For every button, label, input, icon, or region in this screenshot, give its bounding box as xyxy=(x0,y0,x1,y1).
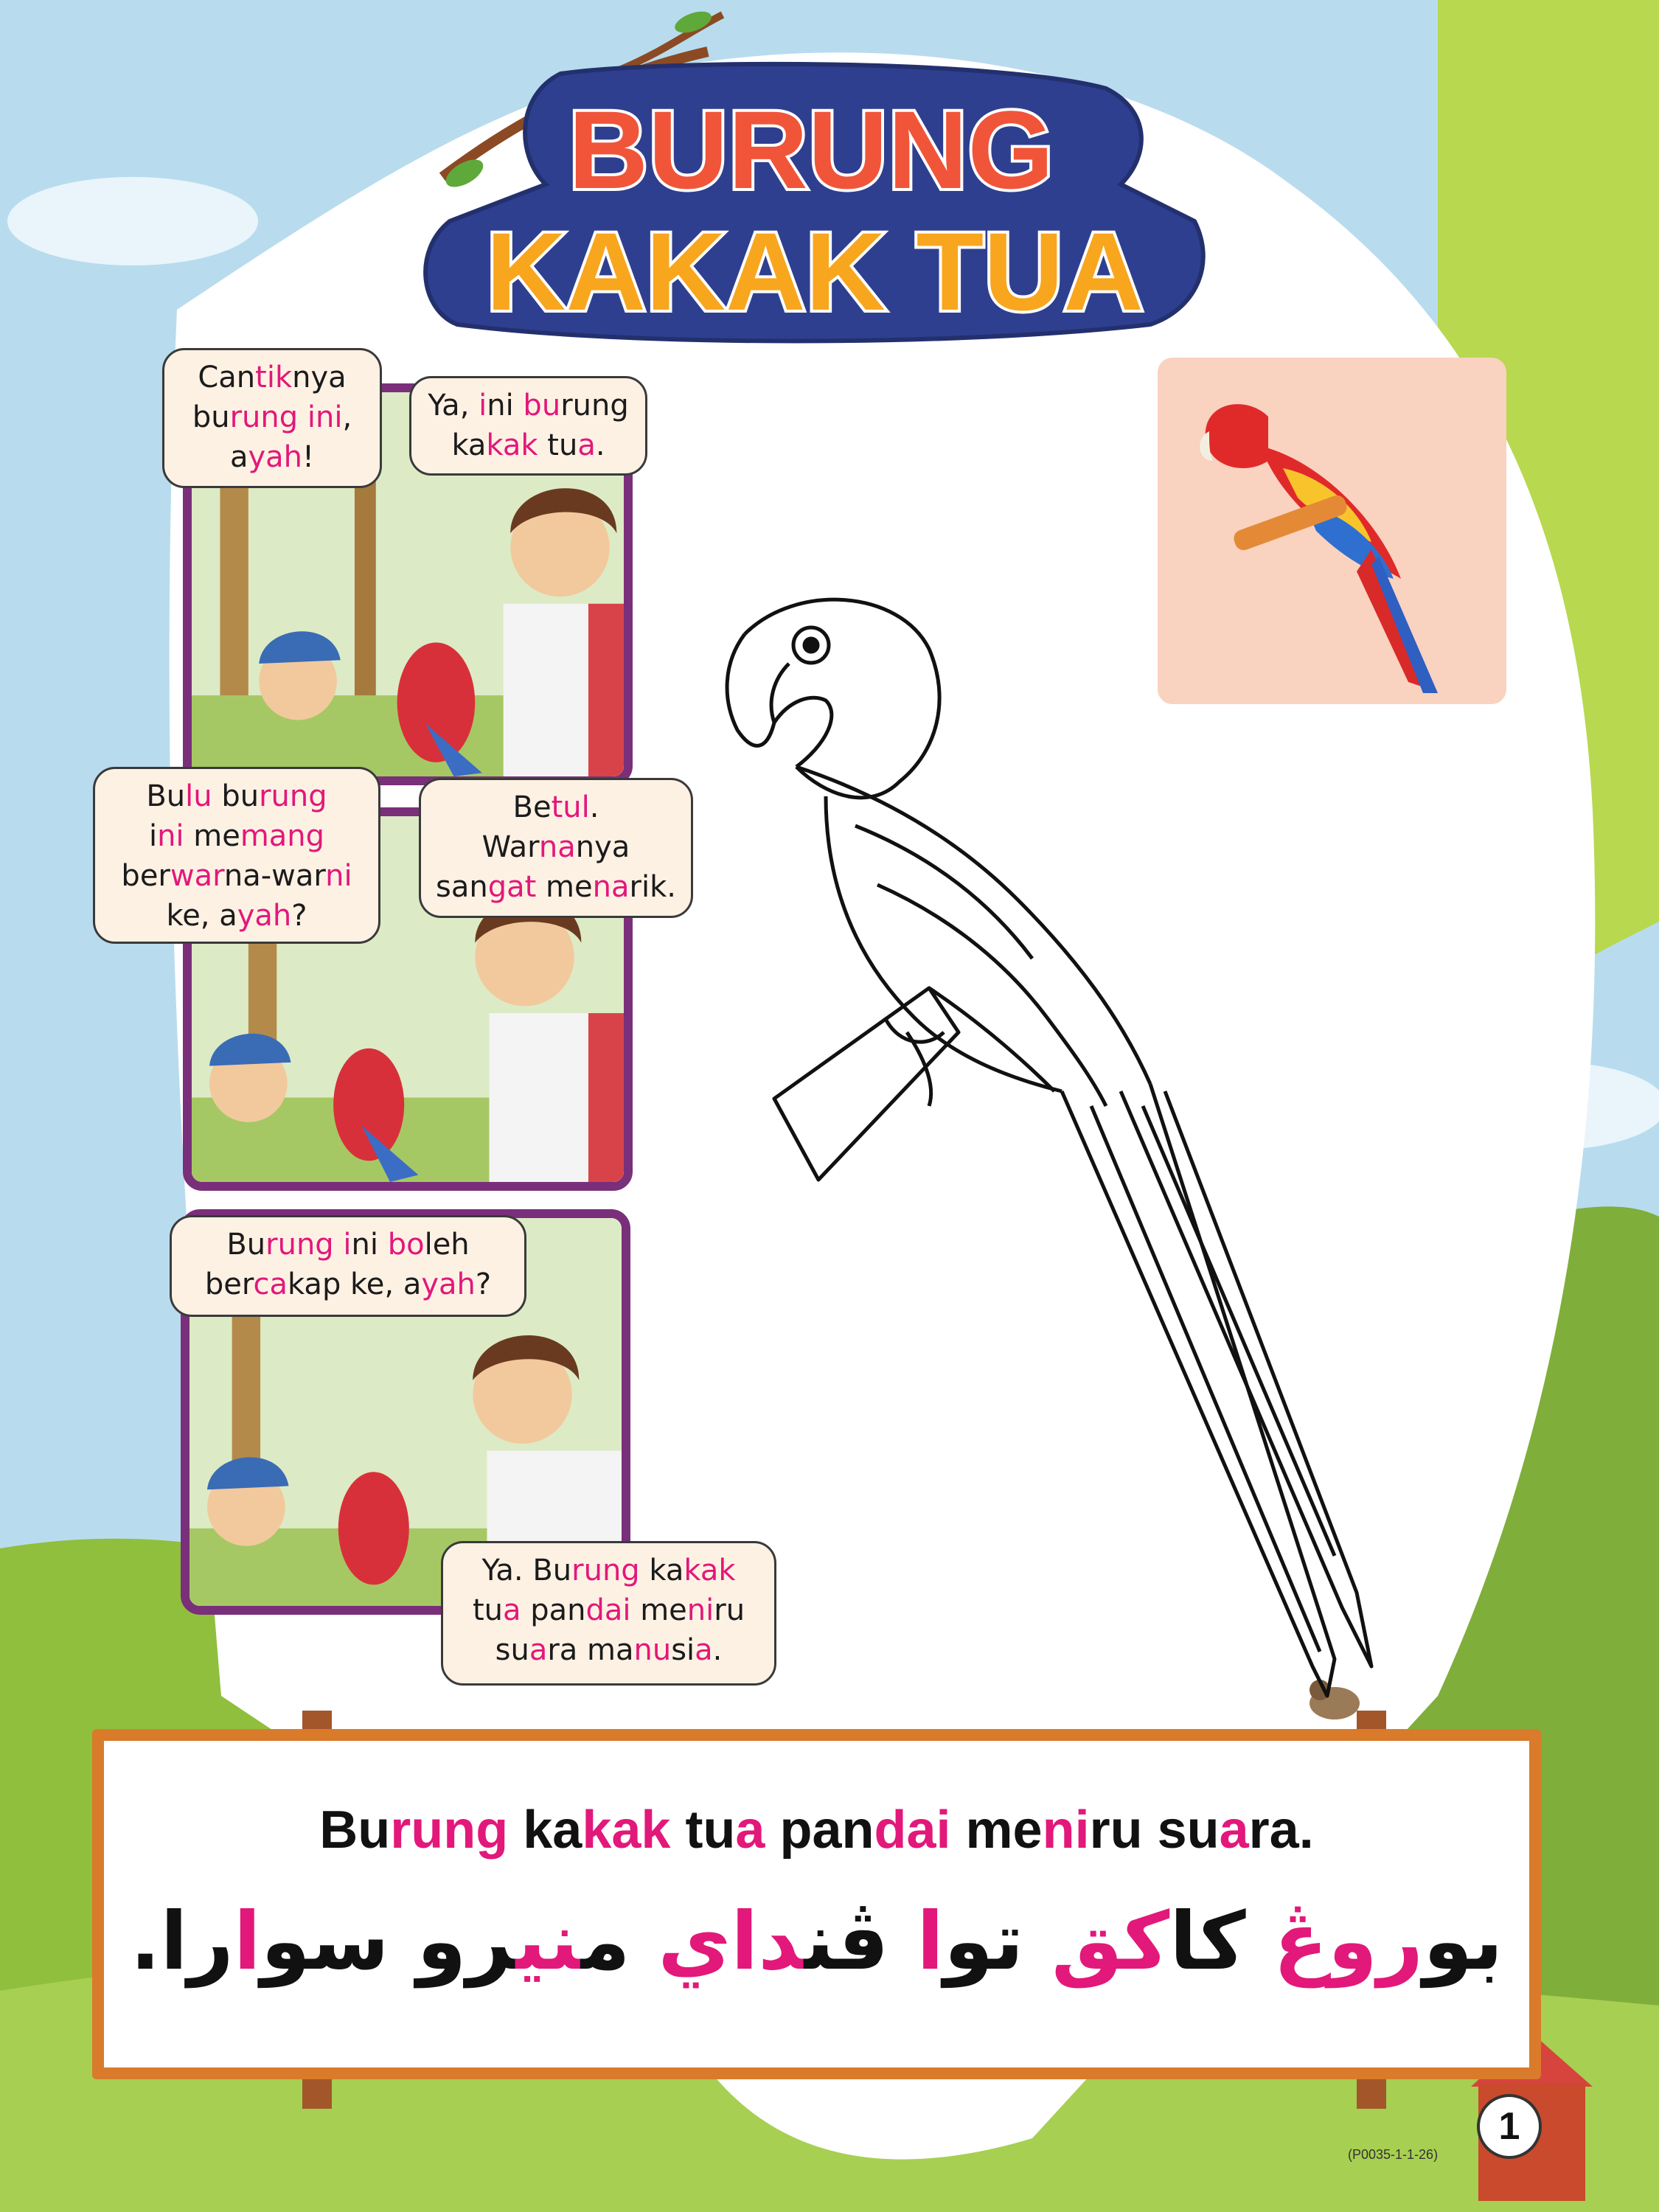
plain-syllable: ka xyxy=(508,1801,582,1860)
title-banner xyxy=(0,0,1659,347)
plain-syllable: ? xyxy=(291,899,307,933)
highlight-syllable: kak xyxy=(486,428,538,462)
highlight-syllable: a xyxy=(529,1633,548,1667)
bubble-line xyxy=(431,827,681,867)
plain-syllable: ? xyxy=(475,1267,492,1301)
plain-syllable: tu xyxy=(472,1593,503,1627)
bubble-line xyxy=(431,867,681,907)
highlight-syllable: ا xyxy=(233,1896,261,1988)
plain-syllable: bu xyxy=(212,779,260,813)
plain-syllable: san xyxy=(436,870,488,904)
highlight-syllable: bo xyxy=(378,1228,425,1262)
plain-syllable: . xyxy=(595,428,605,462)
highlight-syllable: روڠ xyxy=(1273,1896,1424,1988)
bubble-panel-1-left xyxy=(162,348,382,488)
plain-syllable: Ya, xyxy=(428,389,479,422)
plain-syllable: me xyxy=(536,870,593,904)
bubble-line xyxy=(182,1225,514,1265)
highlight-syllable: a xyxy=(1219,1801,1249,1860)
plain-syllable: ke, a xyxy=(166,899,237,933)
plain-syllable: War xyxy=(481,830,539,864)
plain-syllable: bu xyxy=(192,400,230,434)
plain-syllable: me xyxy=(950,1801,1043,1860)
highlight-syllable: tik xyxy=(255,361,293,394)
highlight-syllable: na xyxy=(538,830,576,864)
plain-syllable: ni xyxy=(487,389,514,422)
highlight-syllable: rung xyxy=(390,1801,509,1860)
sentence-latin xyxy=(104,1800,1529,1860)
highlight-syllable: کق xyxy=(1051,1896,1170,1988)
highlight-syllable: dai xyxy=(585,1593,631,1627)
bubble-panel-2-right xyxy=(419,778,693,918)
plain-syllable: ڤن xyxy=(804,1896,917,1988)
highlight-syllable: ني xyxy=(515,1896,581,1988)
bubble-panel-2-left xyxy=(93,767,380,944)
highlight-syllable: kak xyxy=(582,1801,671,1860)
plain-syllable: i xyxy=(148,819,158,853)
plain-syllable: ka xyxy=(451,428,487,462)
highlight-syllable: dai xyxy=(874,1801,951,1860)
highlight-syllable: ca xyxy=(253,1267,288,1301)
plain-syllable: leh xyxy=(424,1228,470,1262)
parrot-outline-illustration xyxy=(708,575,1445,1711)
plain-syllable: a xyxy=(229,440,248,474)
highlight-syllable: ni xyxy=(1042,1801,1090,1860)
highlight-syllable: yah xyxy=(237,899,292,933)
page-number: 1 xyxy=(1477,2094,1542,2159)
highlight-syllable: bu xyxy=(513,389,561,422)
plain-syllable: kap ke, a xyxy=(287,1267,422,1301)
highlight-syllable: yah xyxy=(248,440,302,474)
plain-syllable: rik. xyxy=(629,870,676,904)
bubble-line xyxy=(175,358,369,397)
highlight-syllable: ni xyxy=(157,819,184,853)
plain-syllable: . xyxy=(589,790,599,824)
bubble-line xyxy=(431,787,681,827)
plain-syllable: ni xyxy=(351,1228,378,1262)
plain-syllable: tu xyxy=(670,1801,736,1860)
plain-syllable: si xyxy=(671,1633,695,1667)
plain-syllable: Be xyxy=(512,790,552,824)
bubble-line xyxy=(422,386,635,425)
plain-syllable: tu xyxy=(538,428,578,462)
highlight-syllable: tul xyxy=(551,790,590,824)
plain-syllable: na-war xyxy=(223,859,326,893)
plain-syllable: su xyxy=(495,1633,529,1667)
highlight-syllable: داي xyxy=(658,1896,804,1988)
highlight-syllable: na xyxy=(592,870,630,904)
title-line-2: KAKAK TUA xyxy=(486,209,1144,333)
highlight-syllable: gat xyxy=(487,870,537,904)
highlight-syllable: rung xyxy=(229,400,299,434)
bubble-panel-3-left xyxy=(170,1215,526,1317)
plain-syllable: me xyxy=(184,819,240,853)
sentence-jawi xyxy=(104,1896,1529,1988)
plain-syllable: ra. xyxy=(1248,1801,1314,1860)
title-line-1: BURUNG xyxy=(568,88,1054,212)
bubble-panel-1-right xyxy=(409,376,647,476)
plain-syllable: کا xyxy=(1169,1896,1274,1988)
plain-syllable: Bu xyxy=(226,1228,266,1262)
highlight-syllable: mang xyxy=(240,819,325,853)
plain-syllable: تو xyxy=(944,1896,1051,1988)
plain-syllable: me xyxy=(630,1593,687,1627)
plain-syllable: بو xyxy=(1423,1896,1503,1988)
highlight-syllable: war xyxy=(170,859,224,893)
highlight-syllable: a xyxy=(577,428,596,462)
plain-syllable: ber xyxy=(121,859,170,893)
highlight-syllable: a xyxy=(735,1801,765,1860)
plain-syllable: rung xyxy=(560,389,629,422)
plain-syllable: ra ma xyxy=(547,1633,634,1667)
bubble-line xyxy=(105,896,368,936)
plain-syllable: pan xyxy=(765,1801,874,1860)
highlight-syllable: nu xyxy=(633,1633,672,1667)
plain-syllable: Bu xyxy=(319,1801,391,1860)
plain-syllable: ber xyxy=(204,1267,254,1301)
plain-syllable: Bu xyxy=(146,779,186,813)
plain-syllable: Can xyxy=(198,361,256,394)
highlight-syllable: yah xyxy=(421,1267,476,1301)
plain-syllable: را. xyxy=(130,1896,234,1988)
plain-syllable: nya xyxy=(575,830,630,864)
bubble-line xyxy=(175,397,369,437)
plain-syllable: رو سو xyxy=(260,1896,516,1988)
highlight-syllable: rung xyxy=(265,1228,334,1262)
sentence-signboard xyxy=(92,1729,1541,2079)
highlight-syllable: ا xyxy=(917,1896,945,1988)
plain-syllable xyxy=(334,1228,344,1262)
product-code: (P0035-1-1-26) xyxy=(1348,2147,1439,2162)
plain-syllable xyxy=(298,400,307,434)
plain-syllable: pan xyxy=(521,1593,586,1627)
bubble-line xyxy=(182,1265,514,1304)
bubble-line xyxy=(105,816,368,856)
highlight-syllable: lu xyxy=(185,779,212,813)
highlight-syllable: ini xyxy=(307,400,343,434)
plain-syllable: ! xyxy=(302,440,315,474)
highlight-syllable: i xyxy=(479,389,487,422)
bubble-line xyxy=(175,437,369,477)
highlight-syllable: a xyxy=(502,1593,521,1627)
plain-syllable: , xyxy=(342,400,352,434)
bubble-line xyxy=(105,776,368,816)
plain-syllable: ru xyxy=(714,1593,745,1627)
plain-syllable: Ya. Bu xyxy=(481,1554,572,1587)
highlight-syllable: rung xyxy=(571,1554,640,1587)
plain-syllable: . xyxy=(712,1633,723,1667)
highlight-syllable: kak xyxy=(684,1554,736,1587)
highlight-syllable: ni xyxy=(325,859,352,893)
plain-syllable: nya xyxy=(292,361,347,394)
plain-syllable: ka xyxy=(639,1554,684,1587)
bubble-line xyxy=(422,425,635,465)
plain-syllable: ru su xyxy=(1089,1801,1220,1860)
highlight-syllable: i xyxy=(343,1228,352,1262)
highlight-syllable: a xyxy=(695,1633,713,1667)
bubble-line xyxy=(105,856,368,896)
plain-syllable: م xyxy=(580,1896,658,1988)
highlight-syllable: ni xyxy=(686,1593,714,1627)
highlight-syllable: rung xyxy=(259,779,327,813)
